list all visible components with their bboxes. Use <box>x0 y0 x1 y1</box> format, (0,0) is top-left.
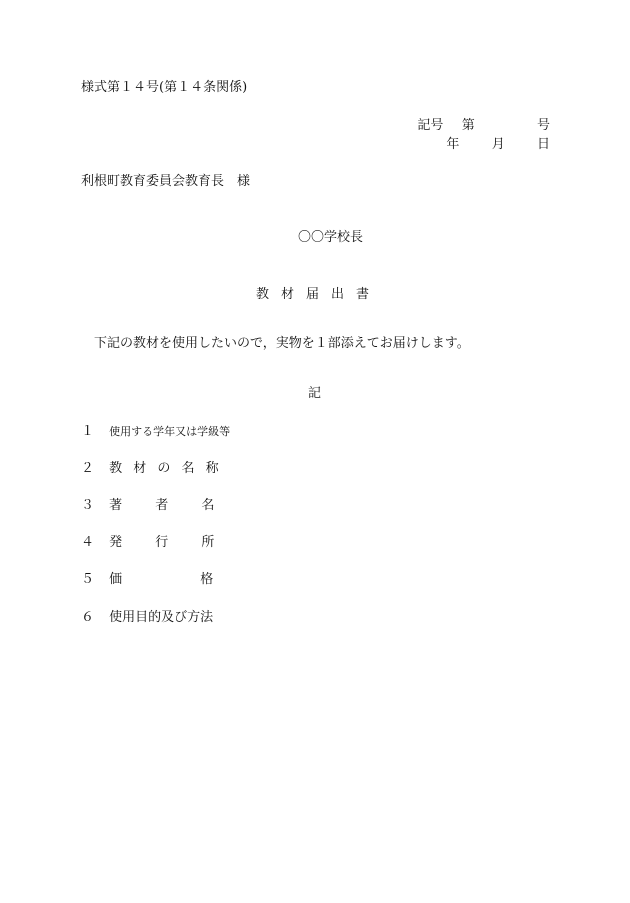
item-number: １ <box>81 424 95 439</box>
list-item <box>81 572 213 588</box>
ref-label: 記号 <box>417 118 444 133</box>
list-item <box>81 461 219 477</box>
body-text: 下記の教材を使用したいので，実物を１部添えてお届けします。 <box>94 336 470 351</box>
ki-label: 記 <box>308 386 322 401</box>
item-label: 発 行 所 <box>109 535 215 550</box>
item-label: 価 格 <box>109 572 214 587</box>
form-number: 様式第１４号(第１４条関係) <box>81 80 248 95</box>
ref-go: 号 <box>536 118 550 133</box>
item-number: ４ <box>81 535 95 550</box>
sender: 〇〇学校長 <box>298 230 364 245</box>
list-item <box>81 424 230 440</box>
reference-number-line <box>417 118 550 134</box>
list-item <box>81 498 214 514</box>
date-day: 日 <box>536 137 550 152</box>
item-number: ６ <box>81 610 95 625</box>
item-label: 著 者 名 <box>109 498 215 513</box>
item-label: 使用目的及び方法 <box>109 610 214 625</box>
addressee: 利根町教育委員会教育長 様 <box>81 174 251 189</box>
date-line <box>446 137 550 153</box>
date-month: 月 <box>491 137 505 152</box>
item-number: ５ <box>81 572 95 587</box>
ref-dai: 第 <box>461 118 475 133</box>
item-label: 教 材 の 名 称 <box>109 461 219 476</box>
list-item <box>81 610 213 626</box>
list-item <box>81 535 214 551</box>
item-number: ２ <box>81 461 95 476</box>
document-title: 教材届出書 <box>256 287 382 302</box>
item-label: 使用する学年又は学級等 <box>109 425 231 438</box>
item-number: ３ <box>81 498 95 513</box>
date-year: 年 <box>446 137 460 152</box>
